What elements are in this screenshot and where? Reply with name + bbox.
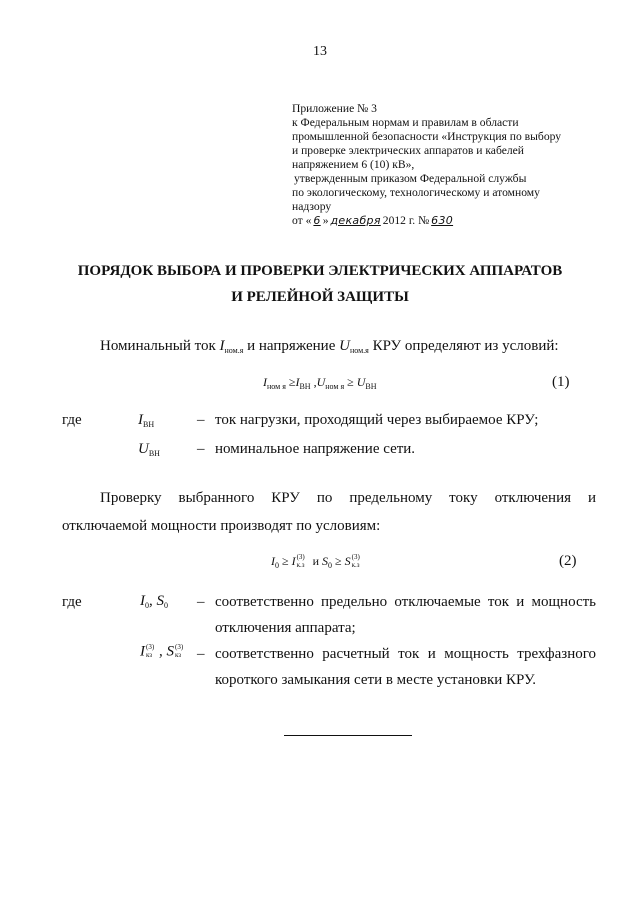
symbol: I (3) кз , S (3) кз — [140, 643, 184, 660]
handwritten-month: декабря — [330, 214, 381, 227]
paragraph-2-line-1: Проверку выбранного КРУ по предельному току отключения и — [100, 490, 596, 506]
paragraph-1: Номинальный ток $I_{ном.я}$ и напряжение $U_{ном.я}$ КРУ определяют из условий: — [100, 338, 559, 355]
symbol: $I_0$, $S_0$ — [140, 593, 168, 610]
title-line: ПОРЯДОК ВЫБОРА И ПРОВЕРКИ ЭЛЕКТРИЧЕСКИХ АППАРАТОВ — [77, 263, 563, 279]
where-label: где — [62, 412, 82, 428]
appendix-line: по экологическому, технологическому и атомному — [292, 186, 540, 199]
symbol: $I_{ВН}$ — [138, 412, 155, 429]
formula-1: $I_{ном я} \ge I_{ВН}$ $,U_{ном я} \ge U_{ВН}$ — [263, 375, 377, 391]
title-line: И РЕЛЕЙНОЙ ЗАЩИТЫ — [231, 289, 409, 305]
end-rule — [284, 735, 412, 736]
formula-1-number: (1) — [552, 374, 570, 390]
document-title — [0, 258, 640, 310]
formula-2: $I_0 \ge I$ (3) к.з и $S_0 \ge S$ (3) к.з — [271, 553, 360, 570]
appendix-line: напряжением 6 (10) кВ», — [292, 158, 415, 171]
appendix-line: утвержденным приказом Федеральной службы — [294, 172, 527, 185]
formula-2-number: (2) — [559, 553, 577, 569]
appendix-block — [292, 102, 561, 228]
definition-text: номинальное напряжение сети. — [215, 441, 416, 457]
appendix-line: Приложение № 3 — [292, 102, 377, 115]
appendix-line: и проверке электрических аппаратов и кабелей — [292, 144, 524, 157]
definition-text: соответственно расчетный ток и мощность трехфазного — [215, 646, 596, 662]
appendix-date-line: от « 6 » декабря 2012 г. № 630 — [292, 214, 454, 227]
definition-text: соответственно предельно отключаемые ток и мощность — [215, 594, 596, 610]
appendix-line: промышленной безопасности «Инструкция по выбору — [292, 130, 562, 143]
definition-text: короткого замыкания сети в месте установки КРУ. — [215, 672, 536, 688]
dash: – — [197, 441, 205, 457]
symbol: $U_{ВН}$ — [138, 441, 160, 458]
appendix-line: к Федеральным нормам и правилам в области — [292, 116, 519, 129]
handwritten-day: 6 — [313, 214, 321, 227]
definition-text: отключения аппарата; — [215, 620, 356, 636]
page-number: 13 — [313, 44, 327, 59]
paragraph-2-line-2: отключаемой мощности производят по условиям: — [62, 518, 381, 534]
handwritten-order-number: 630 — [431, 214, 454, 227]
where-label: где — [62, 594, 82, 610]
dash: – — [197, 594, 205, 610]
dash: – — [197, 412, 205, 428]
appendix-line: надзору — [292, 200, 332, 213]
dash: – — [197, 646, 205, 662]
definition-text: ток нагрузки, проходящий через выбираемое КРУ; — [215, 412, 539, 428]
